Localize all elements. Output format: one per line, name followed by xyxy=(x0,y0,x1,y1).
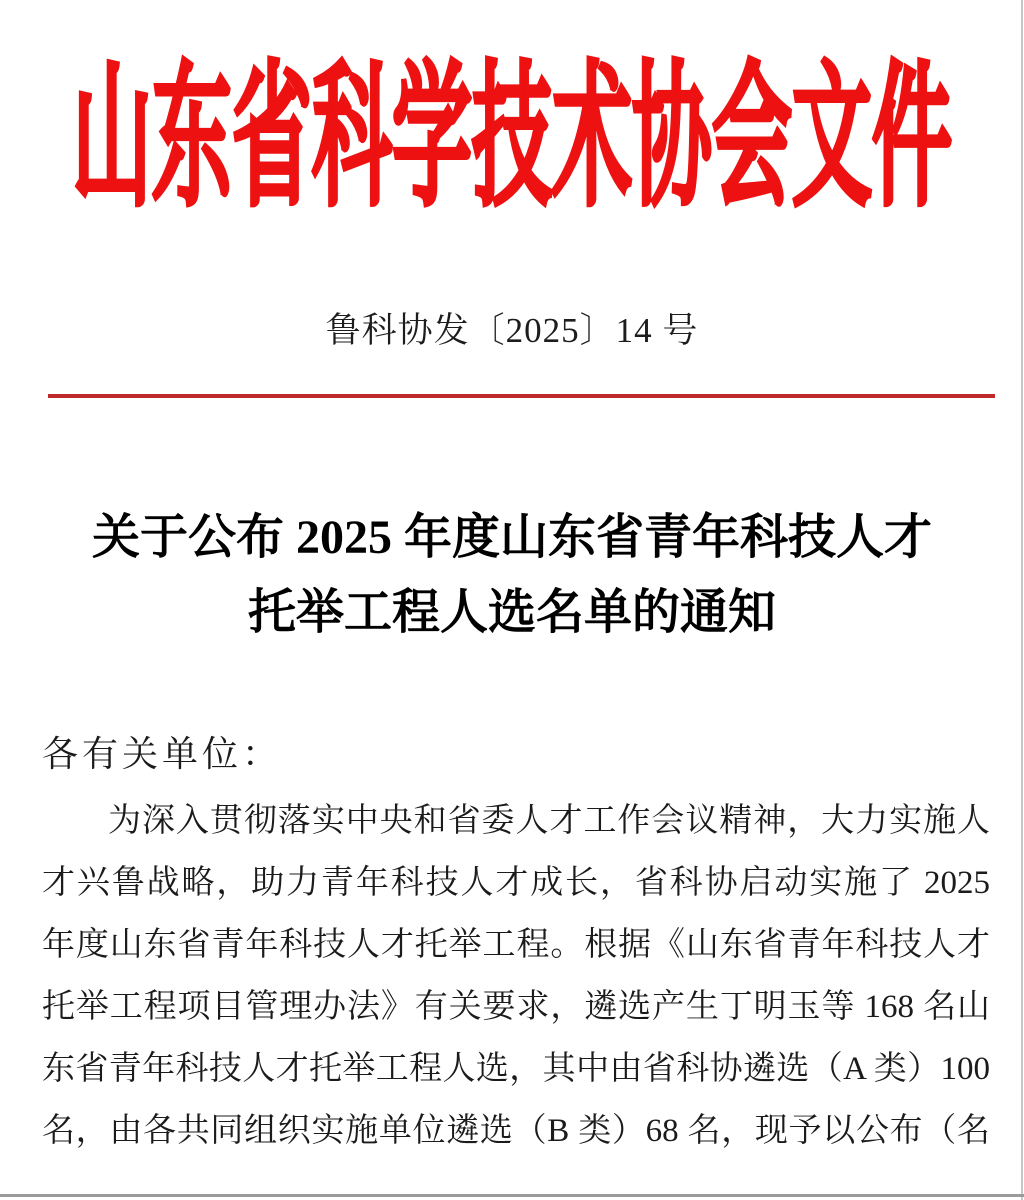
body-line: 东省青年科技人才托举工程人选，其中由省科协遴选（A 类）100 xyxy=(42,1051,990,1087)
notice-title-line2: 托举工程人选名单的通知 xyxy=(247,586,776,639)
body-line: 年度山东省青年科技人才托举工程。根据《山东省青年科技人才 xyxy=(42,927,990,963)
body-line: 名，由各共同组织实施单位遴选（B 类）68 名，现予以公布（名 xyxy=(42,1113,990,1149)
salutation: 各有关单位： xyxy=(42,734,283,774)
notice-title xyxy=(0,500,1024,650)
body-line: 托举工程项目管理办法》有关要求，遴选产生丁明玉等 168 名山 xyxy=(42,989,990,1025)
notice-title-line1: 关于公布 2025 年度山东省青年科技人才 xyxy=(91,511,932,564)
red-divider-rule xyxy=(48,394,995,398)
letterhead xyxy=(0,40,1024,240)
letterhead-org-title: 山东省科学技术协会文件 xyxy=(72,54,952,226)
scan-right-edge xyxy=(1021,0,1023,1200)
body-paragraph xyxy=(42,790,990,1162)
document-number: 鲁科协发〔2025〕14 号 xyxy=(325,311,699,350)
body-line: 才兴鲁战略，助力青年科技人才成长，省科协启动实施了 2025 xyxy=(42,865,990,901)
body-line: 为深入贯彻落实中央和省委人才工作会议精神，大力实施人 xyxy=(108,803,990,839)
scan-bottom-edge xyxy=(0,1194,1024,1197)
